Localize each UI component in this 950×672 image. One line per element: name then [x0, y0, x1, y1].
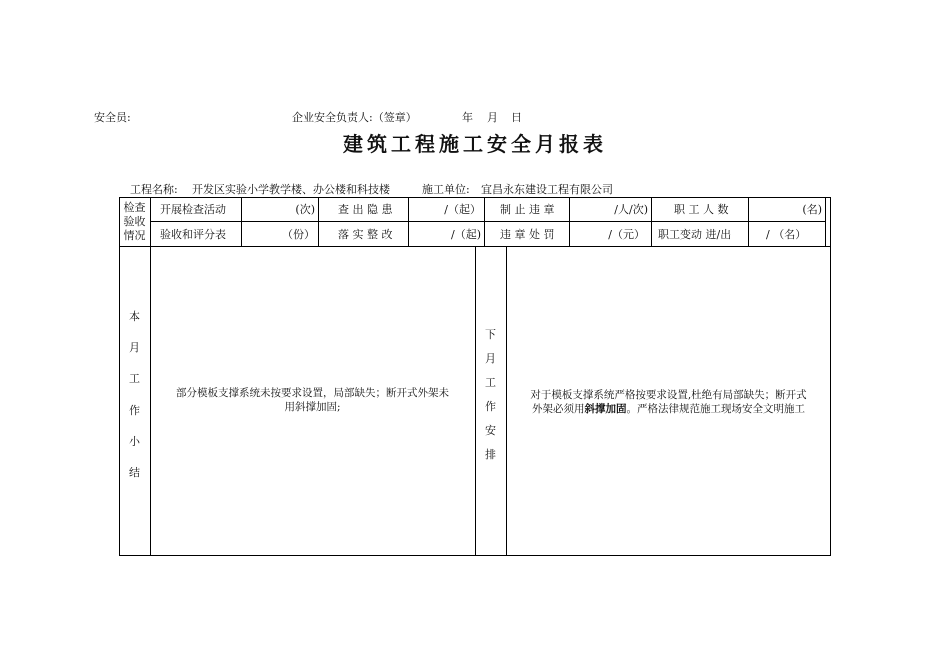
inspection-activities-unit: (次): [295, 203, 315, 216]
rectification-label: 落 实 整 改: [338, 227, 393, 241]
project-name-label: 工程名称:: [130, 183, 178, 196]
plan-text-segment: 外架必须用: [532, 403, 585, 415]
hazards-found-label: 查 出 隐 患: [338, 203, 393, 216]
project-name-value: 开发区实验小学教学楼、办公楼和科技楼: [192, 183, 390, 196]
day-label: 日: [511, 111, 522, 124]
summary-text-line: 用斜撑加固;: [284, 401, 341, 413]
report-title: 建筑工程施工安全月报表: [343, 132, 607, 156]
row-header-line: 情况: [123, 229, 146, 242]
plan-label-char: 下: [485, 328, 496, 341]
plan-label-char: 作: [485, 400, 496, 413]
summary-label-char: 工: [129, 372, 140, 386]
safety-officer-label: 安全员:: [94, 111, 131, 124]
table-rule: [150, 197, 151, 556]
year-label: 年: [462, 111, 473, 124]
table-rule: [318, 197, 319, 246]
staff-count-label: 职 工 人 数: [674, 203, 729, 216]
violations-stopped-label: 制 止 违 章: [500, 203, 555, 216]
inspection-activities-label: 开展检查活动: [160, 203, 226, 216]
hazards-found-unit: /（起）: [444, 203, 481, 216]
manager-label: 企业安全负责人:（签章）: [292, 111, 417, 124]
staff-count-unit: (名): [802, 203, 822, 216]
plan-label-char: 排: [485, 448, 496, 461]
monthly-summary-text: [150, 386, 475, 414]
next-month-plan-label: [475, 328, 506, 462]
plan-text-line: 对于模板支撑系统严格按要求设置,杜绝有局部缺失；断开式: [530, 389, 807, 401]
row-header-line: 验收: [123, 215, 146, 228]
rectification-unit: /（起): [451, 227, 481, 241]
monthly-summary-label: [119, 310, 150, 480]
plan-text-emphasis: 斜撑加固: [584, 403, 627, 415]
contractor-label: 施工单位:: [422, 183, 470, 196]
summary-label-char: 本: [129, 310, 140, 323]
table-rule: [651, 197, 652, 246]
violation-penalty-label: 违 章 处 罚: [500, 227, 555, 241]
plan-text-line: [506, 402, 831, 416]
table-rule: [484, 197, 485, 246]
acceptance-forms-label: 验收和评分表: [160, 227, 226, 241]
next-month-plan-text: [506, 388, 831, 416]
acceptance-forms-unit: （份）: [282, 227, 315, 241]
plan-text-segment: 。严格法律规范施工现场安全文明施工: [626, 403, 805, 415]
summary-text-line: 部分模板支撑系统未按要求设置，局部缺失；断开式外架未: [176, 387, 449, 399]
contractor-value: 宜昌永东建设工程有限公司: [481, 183, 613, 196]
month-label: 月: [487, 111, 498, 124]
summary-label-char: 结: [129, 465, 140, 479]
summary-label-char: 作: [129, 403, 140, 417]
summary-label-char: 月: [129, 341, 140, 355]
row-header-line: 检查: [123, 201, 146, 214]
staff-change-label: 职工变动 进/出: [658, 227, 732, 241]
staff-change-unit: / （名）: [766, 227, 807, 241]
plan-label-char: 工: [485, 376, 496, 389]
violations-stopped-unit: /人/次): [614, 203, 648, 216]
table-rule: [825, 197, 826, 246]
summary-label-char: 小: [129, 434, 140, 448]
plan-label-char: 月: [485, 352, 496, 365]
plan-label-char: 安: [485, 424, 496, 437]
inspection-row-header: [119, 199, 150, 245]
violation-penalty-unit: /（元）: [608, 227, 645, 241]
